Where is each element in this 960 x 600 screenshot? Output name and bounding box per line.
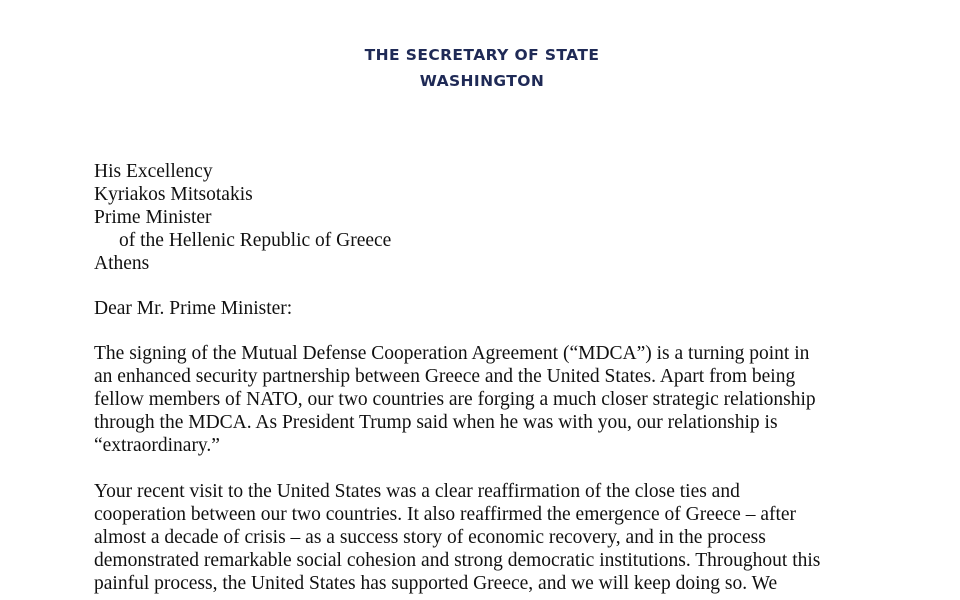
paragraph-2 <box>94 480 884 595</box>
paragraph-line: demonstrated remarkable social cohesion and strong democratic institutions. Throughout this <box>94 550 821 571</box>
paragraph-line: fellow members of NATO, our two countries are forging a much closer strategic relationship <box>94 389 816 410</box>
letterhead-city: WASHINGTON <box>419 72 545 90</box>
paragraph-1 <box>94 342 884 457</box>
address-line: Athens <box>94 253 150 274</box>
paragraph-line: The signing of the Mutual Defense Cooperation Agreement (“MDCA”) is a turning point in <box>94 343 810 364</box>
salutation: Dear Mr. Prime Minister: <box>94 298 293 319</box>
address-line: His Excellency <box>94 161 213 182</box>
paragraph-line: Your recent visit to the United States was a clear reaffirmation of the close ties and <box>94 481 740 502</box>
address-line: Prime Minister <box>94 207 212 228</box>
paragraph-line: through the MDCA. As President Trump said when he was with you, our relationship is <box>94 412 778 433</box>
letterhead-title: THE SECRETARY OF STATE <box>364 46 600 64</box>
recipient-address <box>94 160 884 275</box>
address-line: Kyriakos Mitsotakis <box>94 184 253 205</box>
paragraph-line: almost a decade of crisis – as a success story of economic recovery, and in the process <box>94 527 766 548</box>
address-line: of the Hellenic Republic of Greece <box>119 230 392 251</box>
paragraph-line: painful process, the United States has supported Greece, and we will keep doing so. We <box>94 573 778 594</box>
paragraph-line: cooperation between our two countries. It also reaffirmed the emergence of Greece – after <box>94 504 797 525</box>
paragraph-line: “extraordinary.” <box>94 435 220 456</box>
paragraph-line: an enhanced security partnership between Greece and the United States. Apart from being <box>94 366 796 387</box>
